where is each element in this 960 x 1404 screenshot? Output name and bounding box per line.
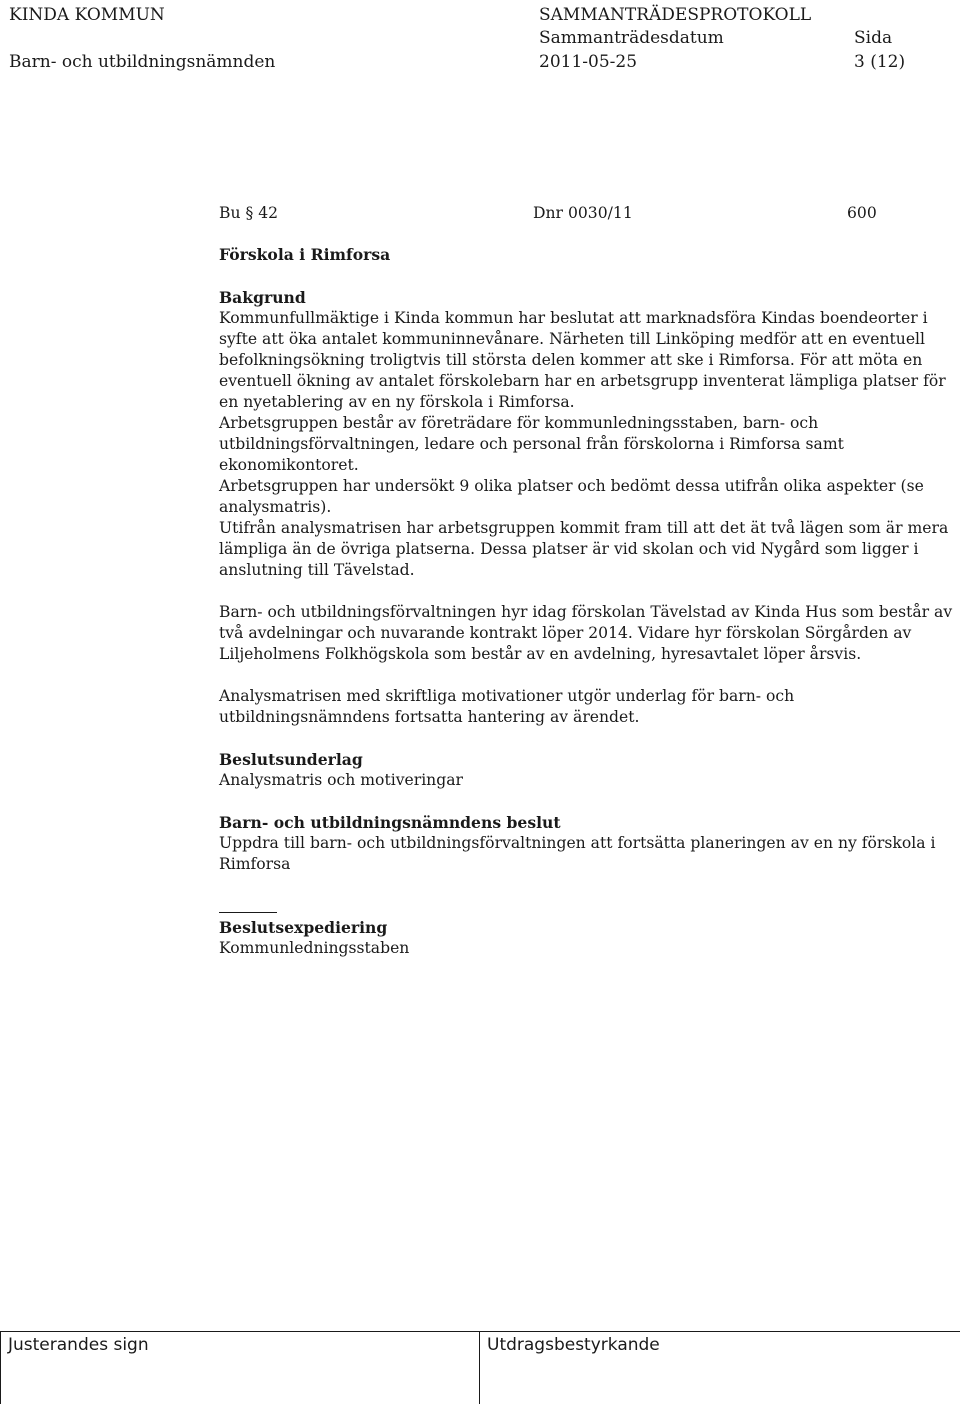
case-dnr: Dnr 0030/11	[533, 204, 633, 222]
date-label: Sammanträdesdatum	[539, 28, 724, 48]
case-title: Förskola i Rimforsa	[219, 245, 391, 264]
dispatch-heading: Beslutsexpediering	[219, 918, 388, 937]
background-paragraph-3: Arbetsgruppen har undersökt 9 olika platser och bedömt dessa utifrån olika aspekter (se analysmatris).	[219, 477, 924, 516]
basis-text: Analysmatris och motiveringar	[219, 771, 463, 789]
rent-paragraph: Barn- och utbildningsförvaltningen hyr idag förskolan Tävelstad av Kinda Hus som består av två avdelningar och nuvarande kontrakt löper 2014. Vidare hyr förskolan Sörgården av Liljeholmens Folkhögskola som består av en avdelning, hyresavtalet löper årsvis.	[219, 603, 953, 663]
decision-heading: Barn- och utbildningsnämndens beslut	[219, 813, 561, 832]
background-paragraph-2: Arbetsgruppen består av företrädare för kommunledningsstaben, barn- och utbildningsförvaltningen, ledare och personal från förskolorna i Rimforsa samt ekonomikontoret.	[219, 414, 844, 474]
decision-text: Uppdra till barn- och utbildningsförvaltningen att fortsätta planeringen av en ny förskola i Rimforsa	[219, 834, 936, 873]
matrix-paragraph: Analysmatrisen med skriftliga motivationer utgör underlag för barn- och utbildningsnämndens fortsatta hantering av ärendet.	[219, 687, 795, 726]
committee-name: Barn- och utbildningsnämnden	[9, 52, 276, 72]
org-name: KINDA KOMMUN	[9, 5, 165, 25]
page-label: Sida	[854, 28, 893, 48]
certification-field-label: Utdragsbestyrkande	[487, 1335, 660, 1355]
dispatch-section	[219, 917, 954, 959]
case-number: Bu § 42	[219, 204, 279, 222]
separator-rule	[219, 912, 277, 913]
doc-type: SAMMANTRÄDESPROTOKOLL	[539, 5, 812, 25]
decision-section	[219, 812, 954, 875]
page-number: 3 (12)	[854, 52, 906, 72]
footer-divider	[479, 1331, 480, 1404]
meeting-date: 2011-05-25	[539, 52, 638, 72]
background-heading: Bakgrund	[219, 288, 306, 307]
footer-left-border	[0, 1331, 1, 1404]
basis-heading: Beslutsunderlag	[219, 750, 363, 769]
background-paragraph-4: Utifrån analysmatrisen har arbetsgruppen kommit fram till att det ät två lägen som är mera lämpliga än de övriga platserna. Dessa platser är vid skolan och vid Nygård som ligger i anslutning till Tävelstad.	[219, 519, 949, 579]
dispatch-text: Kommunledningsstaben	[219, 939, 410, 957]
basis-section	[219, 749, 954, 791]
background-paragraph-1: Kommunfullmäktige i Kinda kommun har beslutat att marknadsföra Kindas boendeorter i syfte att öka antalet kommuninnevånare. Närheten till Linköping medför att en eventuell befolkningsökning troligtvis till största delen kommer att ske i Rimforsa. För att möta en eventuell ökning av antalet förskolebarn har en arbetsgrupp inventerat lämpliga platser för en nyetablering av en ny förskola i Rimforsa.	[219, 309, 946, 411]
footer-rule	[0, 1331, 960, 1332]
background-section	[219, 287, 954, 581]
case-code: 600	[847, 204, 877, 222]
signature-field-label: Justerandes sign	[8, 1335, 149, 1355]
